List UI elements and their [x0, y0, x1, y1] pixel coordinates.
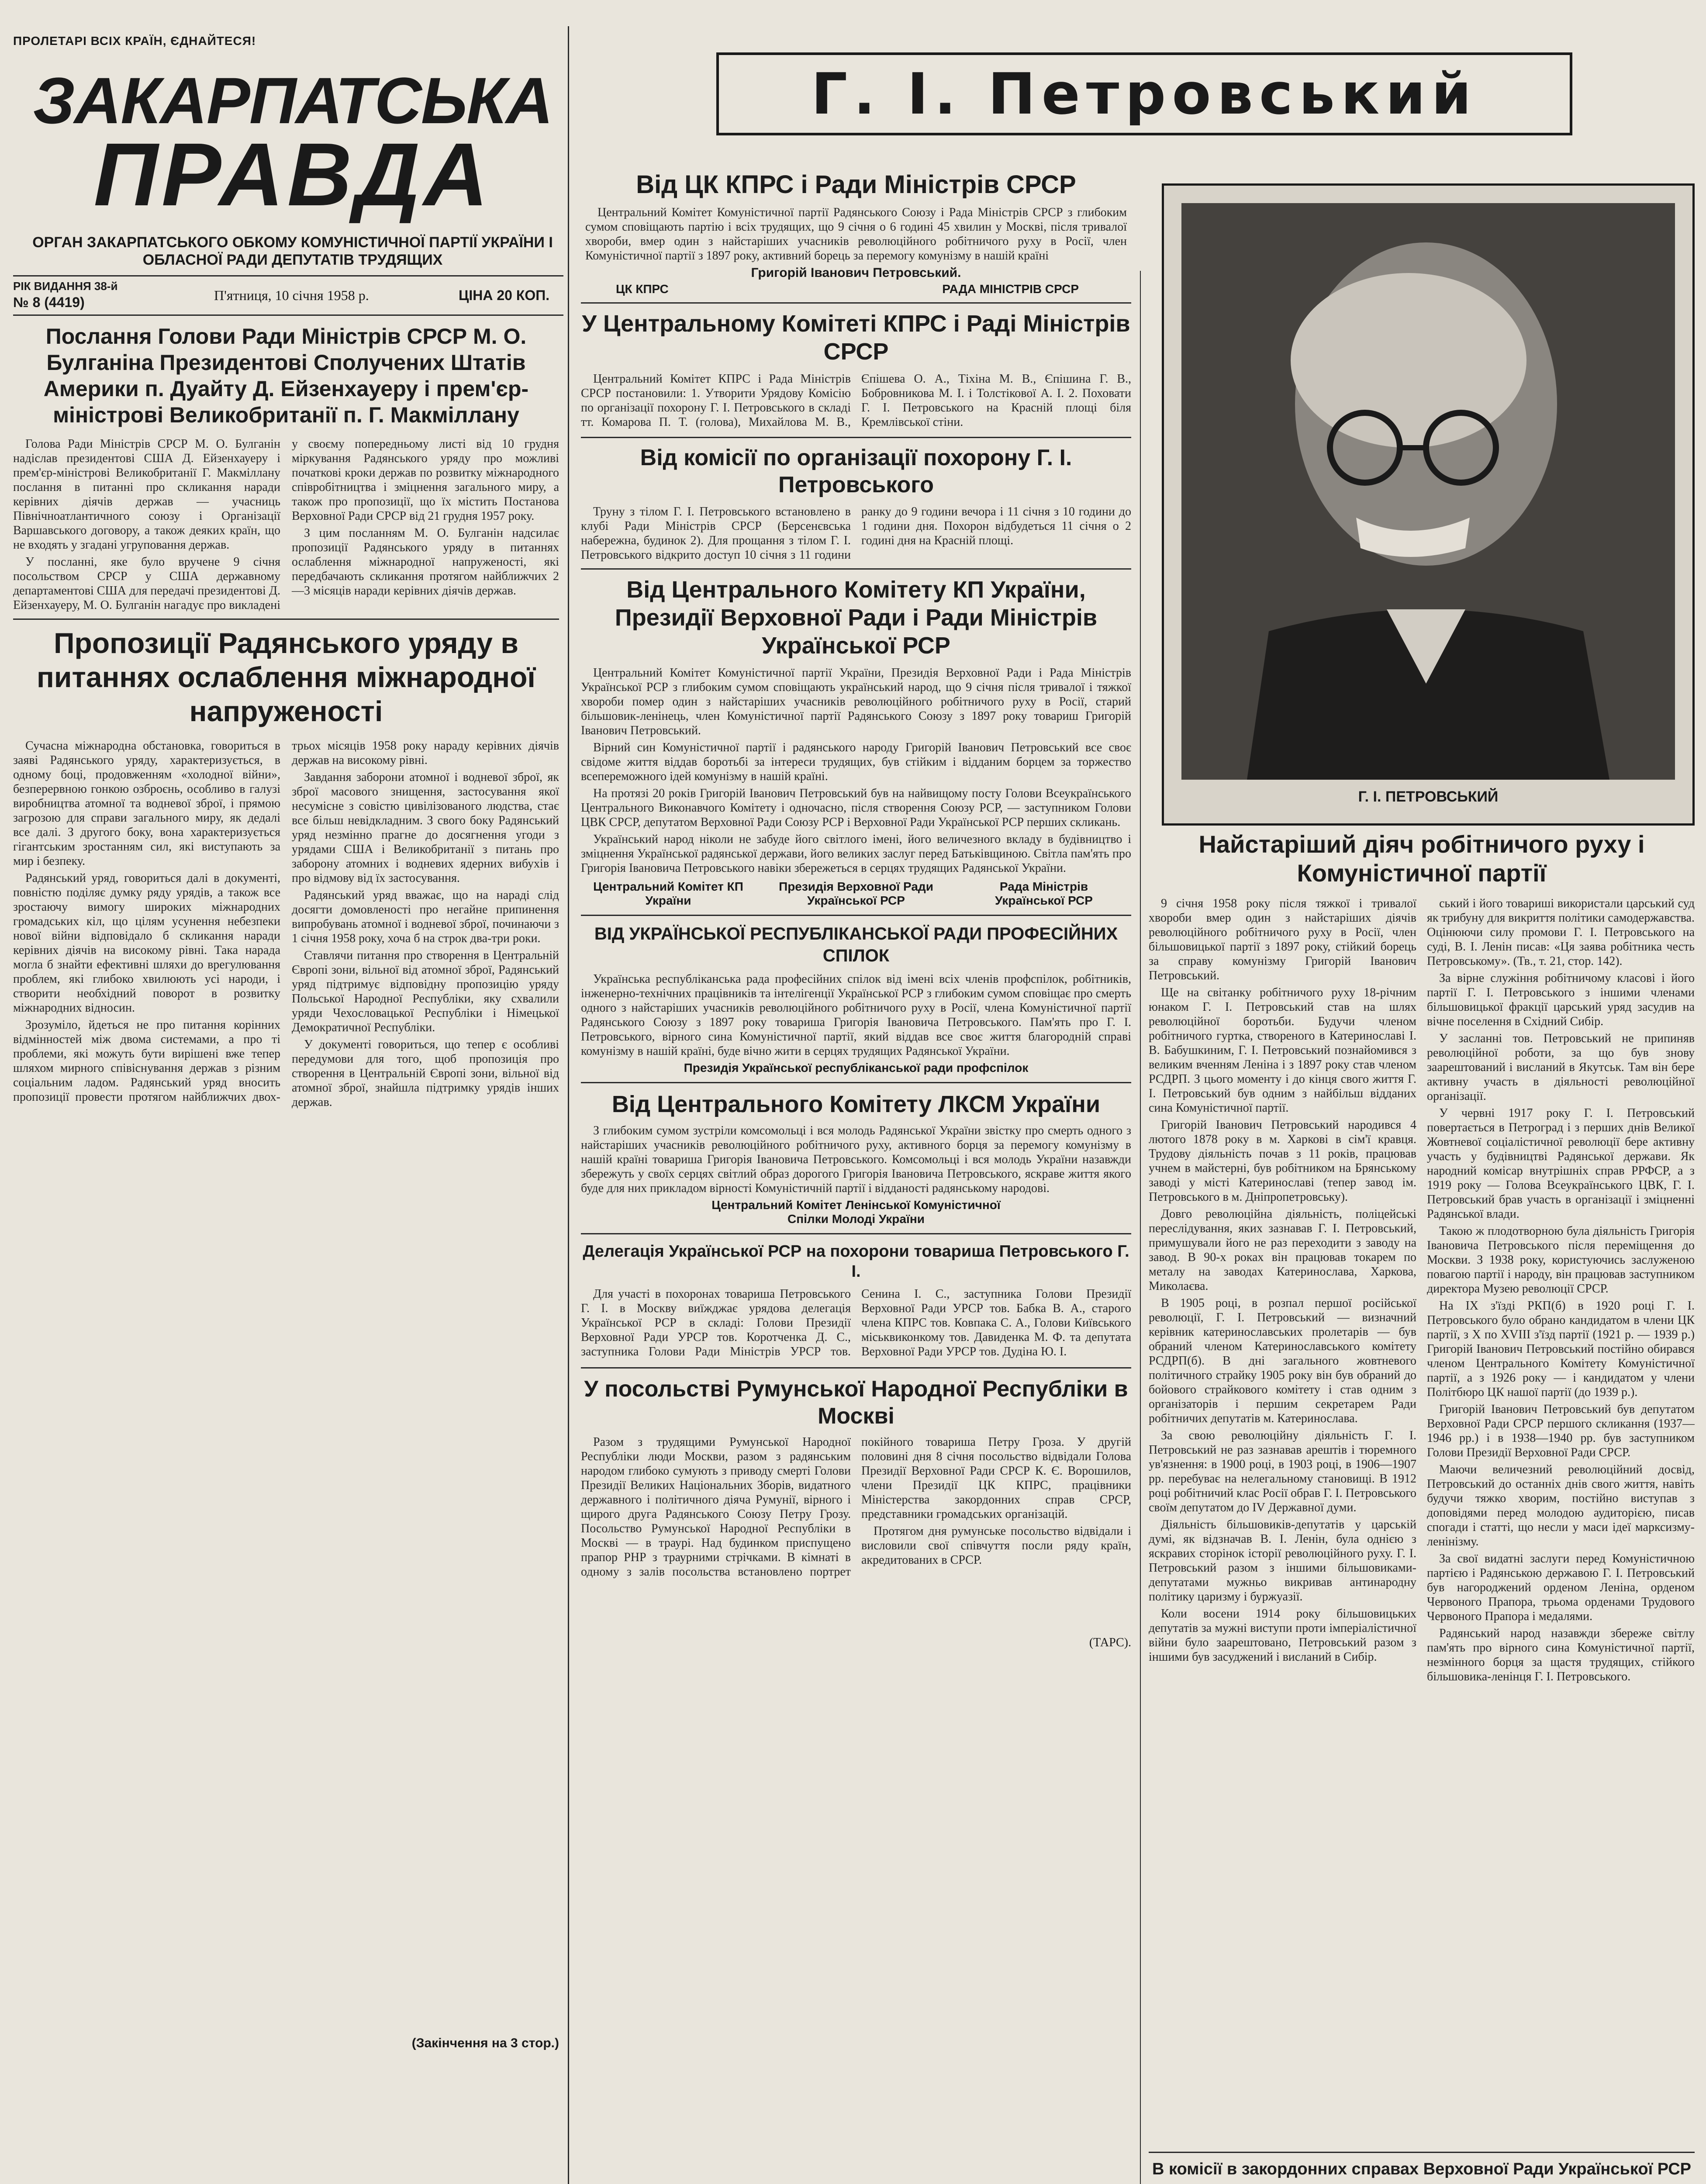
paragraph: Голова Ради Міністрів СРСР М. О. Булганін надіслав президентові США Д. Ейзенхауеру і прем'єр-міністрові Великобританії Г. Макміллану послання в питанні про скликання наради керівних діячів держав — учасниць Північноатлантичного союзу і Організації Варшавського договору, а також деяких країн, що не входять у згадані угруповання держав. — [13, 437, 280, 552]
paragraph: Центральний Комітет КПРС і Рада Міністрів СРСР постановили: 1. Утворити Урядову Комісію по організації похорону Г. І. Петровського в складі тт. Комарова П. Т. (голова), Михайлова М. В., Єпішева О. А., Тіхіна М. В., Єпішина Г. В., Бобровникова М. І. і Толстікової А. І. 2. Поховати Г. І. Петровського на Красній площі біля Кремлівської стіни. — [581, 372, 1131, 429]
paragraph: У посланні, яке було вручене 9 січня посольством СРСР у США державному департаментові США для передачі президентові Д. Ейзенхауеру, М. О. Булганін нагадує про викладені у своєму попередньому листі від 10 грудня міркування Радянського уряду про можливі початкові кроки держав по розвитку міжнародного співробітництва і зміцнення загального миру, а також про пропозиції, що їх містить Постанова Верховної Ради СРСР від 21 грудня 1957 року. — [13, 437, 559, 612]
signature-trade-unions: Президія Української республіканської ради профспілок — [684, 1061, 1029, 1075]
paragraph: Радянський уряд вважає, що на нараді слід досягти домовленості про негайне припинення випробувань атомної і водневої зброї, починаючи з 1 січня 1958 року, хоча б на строк два-три роки. — [292, 888, 559, 945]
paragraph: У засланні тов. Петровський не припиняв революційної роботи, за що був знову заарештований і висланий в Якутськ. Там він бере активну участь в діяльності революційної організації. — [1427, 1032, 1695, 1103]
headline-proposals: Пропозиції Радянського уряду в питаннях ослаблення міжнародної напруженості — [37, 627, 535, 727]
paragraph: Зрозуміло, йдеться не про питання корінних відмінностей між двома системами, а про ті проблеми, які можуть бути вирішені вже тепер шляхом мирного співіснування держав з різним соціальним ладом. Радянський уряд вносить пропозиції провести протягом найближчих двох-трьох місяців 1958 року нараду керівних діячів держав на високому рівні. — [13, 739, 559, 1104]
deceased-name: Григорій Іванович Петровський. — [751, 266, 961, 280]
headline-ukraine-cc: Від Центрального Комітету КП України, Президії Верховної Ради і Ради Міністрів Української РСР — [615, 577, 1098, 659]
paragraph: У червні 1917 року Г. І. Петровський повертається в Петроград і з перших днів Великої Жовтневої соціалістичної революції бере активну участь у будівництві Радянської держави. Як народний комісар внутрішніх справ РРФСР, а з 1919 року — Голова Всеукраїнського ЦВК, Г. І. Петровський брав участь в організації і зміцненні Радянської влади. — [1427, 1106, 1695, 1221]
paragraph: Труну з тілом Г. І. Петровського встановлено в клубі Ради Міністрів СРСР (Берсенєвська набережна, будинок 2). Для прощання з тілом Г. І. Петровського відкрито доступ 10 січня з 11 години ранку до 9 години вечора і 11 січня з 10 години до 1 години дня. Похорон відбудеться 11 січня о 2 годині дня на Красній площі. — [581, 505, 1131, 562]
banner-title: Г. І. Петровський — [811, 61, 1478, 127]
portrait-image — [1181, 203, 1675, 780]
headline-oldest-figure: Найстаріший діяч робітничого руху і Комуністичної партії — [1198, 830, 1645, 887]
paragraph: За вірне служіння робітничому класові і його партії Г. І. Петровського з іншими членами більшовицької фракції царський уряд засудив на вічне поселення в Східний Сибір. — [1427, 971, 1695, 1028]
paragraph: Завдання заборони атомної і водневої зброї, як зброї масового знищення, застосування якої несумісне з совістю цивілізованого людства, стає все більш невідкладним. З свого боку Радянський уряд незмінно прагне до досягнення угоди з урядами США і Великобританії з питань про заборону атомних і водневих ядерних вибухів і про відмову від їх застосування. — [292, 771, 559, 885]
paragraph: Сучасна міжнародна обстановка, говориться в заяві Радянського уряду, характеризується, в одному боці, продовженням «холодної війни», безперервною гонкою озброєнь, особливо в галузі виробництва атомної та водневої зброї, і прямою загрозою для справи загального миру, як дедалі все далі. З другого боку, вона характеризується гігантським зростанням сил, які виступають за мир і безпеку. — [13, 739, 280, 868]
paragraph: Такою ж плодотворною була діяльність Григорія Івановича Петровського після переміщення до Москви. З 1938 року, користуючись заслуженою повагою партії і народу, він працював заступником директора Музею революції СРСР. — [1427, 1224, 1695, 1296]
slogan: ПРОЛЕТАРІ ВСІХ КРАЇН, ЄДНАЙТЕСЯ! — [13, 34, 256, 48]
paragraph: Центральний Комітет Комуністичної партії України, Президія Верховної Ради і Рада Міністрів Української РСР з глибоким сумом сповіщають український народ, що 9 січня після тривалої і тяжкої хвороби помер один з найстаріших учасників революційного робітничого руху в Росії, старий більшовик-ленінець, член Комуністичної партії Радянського Союзу з 1897 року товариш Григорій Іванович Петровський. — [581, 666, 1131, 737]
headline-cpsu: Від ЦК КПРС і Ради Міністрів СРСР — [636, 170, 1076, 199]
headline-komsomol: Від Центрального Комітету ЛКСМ України — [611, 1091, 1101, 1117]
issue-date: П'ятниця, 10 січня 1958 р. — [214, 287, 369, 303]
paragraph: За свої видатні заслуги перед Комуністичною партією і Радянською державою Г. І. Петровський був нагороджений орденом Леніна, орденом Червоного Прапора, трьома орденами Трудового Червоного Прапора і медалями. — [1427, 1552, 1695, 1623]
signature-ministers: Рада Міністрів Української РСР — [995, 880, 1093, 907]
paragraph: На IX з'їзді РКП(б) в 1920 році Г. І. Петровського було обрано кандидатом в члени ЦК партії, з X по XVIII з'їзд партії (1921 р. — 1939 р.) Григорій Іванович Петровський постійно обирався членом Центрального Комітету Комуністичної партії, а з 1926 року — і кандидатом у члени Політбюро ЦК нашої партії (до 1939 р.). — [1427, 1299, 1695, 1399]
signature-presidium: Президія Верховної Ради Української РСР — [779, 880, 933, 907]
paragraph: На протязі 20 років Григорій Іванович Петровський був на найвищому посту Голови Всеукраїнського Центрального Виконавчого Комітету і одночасно, після створення Союзу РСР, — заступником Голови ЦВК СРСР, депутатом Верховної Ради Союзу РСР і Верховної Ради Української РСР перших скликань. — [581, 787, 1131, 829]
signature-kpu: Центральний Комітет КП України — [593, 880, 743, 907]
portrait-caption: Г. І. ПЕТРОВСЬКИЙ — [1358, 788, 1499, 805]
continuation-note: (Закінчення на 3 стор.) — [411, 2036, 559, 2050]
paragraph: 9 січня 1958 року після тяжкої і тривалої хвороби вмер один з найстаріших діячів революційного робітничого руху в Росії, член більшовицької партії з 1897 року, стійкий борець за справу комунізму Григорій Іванович Петровський. — [1149, 897, 1416, 982]
paragraph: Довго революційна діяльність, поліцейські переслідування, яких зазнавав Г. І. Петровський, примушували його не раз переходити з заводу на завод. В 90-х роках він працював токарем по металу на заводах Катеринослава, Харкова, Миколаєва. — [1149, 1207, 1416, 1293]
column-1 — [13, 323, 559, 2051]
paragraph: Центральний Комітет Комуністичної партії Радянського Союзу і Рада Міністрів СРСР з глибоким сумом сповіщають партію і всіх трудящих, що 9 січня о 6 годині 45 хвилин у Москві, після тривалої хвороби, вмер один з найстаріших учасників революційного робітничого руху в Росії, член Комуністичної партії з 1897 року, активний борець за перемогу комунізму в нашій країні — [585, 206, 1127, 263]
signature-cpsu: ЦК КПРС — [616, 282, 669, 296]
headline-foreign-affairs-commission: В комісії в закордонних справах Верховної Ради Української РСР — [1152, 2160, 1691, 2178]
paragraph: Українська республіканська рада професійних спілок від імені всіх членів профспілок, робітників, інженерно-технічних працівників та інтелігенції Української РСР з глибоким сумом сповіщає про смерть одного з найстаріших учасників революційного робітничого руху в Росії, члена Комуністичної партії Радянського Союзу з 1897 року товариша Григорія Івановича Петровського. Пам'ять про Г. І. Петровського, вірного сина Комуністичної партії, який віддав все своє життя благородній справі комунізму в нашій країні, буде вічно жити в серцях трудящих Радянської України. — [581, 972, 1131, 1058]
paragraph: Григорій Іванович Петровський був депутатом Верховної Ради СРСР першого скликання (1937—1946 рр.) і в 1938—1940 рр. був заступником Голови Президії Верховної Ради СРСР. — [1427, 1403, 1695, 1459]
paragraph: У документі говориться, що тепер є особливі передумови для того, щоб пропозиція про створення в Центральній Європі зони, вільної від атомної зброї, знайшла підтримку урядів інших держав. — [292, 1038, 559, 1109]
paragraph: Радянський уряд, говориться далі в документі, повністю поділяє думку ряду урядів, а також все зростаючу вимогу широких міжнародних громадських кіл, що цілям усунення небезпеки нової війни відповідало б скликання наради керівних діячів на високому рівні. Така нарада могла б знайти ефективні шляхи до врегулювання проблем, які глибоко хвилюють усі народи, і створити необхідний поворот в розвитку міжнародних відносин. — [13, 871, 280, 1015]
headline-trade-unions: ВІД УКРАЇНСЬКОЇ РЕСПУБЛІКАНСЬКОЇ РАДИ ПРОФЕСІЙНИХ СПІЛОК — [594, 924, 1118, 965]
paragraph: Вірний син Комуністичної партії і радянського народу Григорій Іванович Петровський все своє свідоме життя віддав боротьбі за інтереси трудящих, був стійким і відданим борцем за торжество всепереможного ідей комунізму в нашій країні. — [581, 741, 1131, 783]
paragraph: Ставлячи питання про створення в Центральній Європі зони, вільної від атомної зброї, Радянський уряд підтримує відповідну пропозицію уряду Польської Народної Республіки, яку схвалили уряди Чехословацької Республіки і Німецької Демократичної Республіки. — [292, 949, 559, 1034]
paragraph: Радянський народ назавжди збереже світлу пам'ять про вірного сина Комуністичної партії, незмінного борця за щастя трудящих, стійкого більшовика-ленінця Г. І. Петровського. — [1427, 1627, 1695, 1683]
headline-funeral-commission: Від комісії по організації похорону Г. І. Петровського — [640, 445, 1072, 498]
issue-number: № 8 (4419) — [13, 294, 85, 310]
paragraph: Григорій Іванович Петровський народився 4 лютого 1878 року в м. Харкові в сім'ї кравця. Трудову діяльність почав з 11 років, працював учнем в майстерні, був робітником на Брянському заводі у місті Катеринославі (тепер завод ім. Петровського в м. Дніпропетровську). — [1149, 1118, 1416, 1204]
tass-credit: (ТАРС). — [1089, 1636, 1131, 1649]
paragraph: Разом з трудящими Румунської Народної Республіки люди Москви, разом з радянським народом глибоко сумують з приводу смерті Голови Президії Великих Національних Зборів, видатного державного і політичного діяча Румунії, вірного і щирого друга Радянського Союзу Петру Грозу. Посольство Румунської Народної Республіки в Москві — в траурі. Над будинком приспущено прапор РНР з траурними стрічками. В кімнаті в одному з залів посольства встановлено портрет покійного товариша Петру Гроза. У другій половині дня 8 січня посольство відвідали Голова Президії Верховної Ради СРСР К. Є. Ворошилов, члени Президії ЦК КПРС, працівники Міністерства закордонних справ СРСР, представники громадських організацій. — [581, 1435, 1131, 1579]
newspaper-title-2: ПРАВДА — [93, 124, 492, 225]
issue-year: РІК ВИДАННЯ 38-й — [13, 280, 118, 293]
issue-price: ЦІНА 20 КОП. — [459, 287, 550, 303]
masthead — [13, 26, 563, 349]
paragraph: Ще на світанку робітничого руху 18-річним юнаком Г. І. Петровський став на шлях революційної боротьби. Будучи членом робітничого гуртка, створеного в Катеринославі І. В. Бабушкиним, Г. І. Петровський познайомився з великим вченням Леніна і з 1897 року став членом РСДРП. З цього моменту і до кінця свого життя Г. І. Петровський був одним з найбільш відданих сина Комуністичної партії. — [1149, 986, 1416, 1115]
banner — [716, 52, 1572, 135]
headline-central-committee: У Центральному Комітеті КПРС і Раді Міністрів СРСР — [582, 311, 1130, 365]
column-2 — [581, 170, 1131, 1650]
paragraph: З цим посланням М. О. Булганін надсилає пропозиції Радянського уряду в питаннях ослаблення міжнародної напруженості, які передбачають скликання протягом найближчих 2—3 місяців наради керівних діячів держав. — [292, 526, 559, 598]
masthead-subtitle: ОРГАН ЗАКАРПАТСЬКОГО ОБКОМУ КОМУНІСТИЧНОЇ ПАРТІЇ УКРАЇНИ І ОБЛАСНОЇ РАДИ ДЕПУТАТІВ ТРУДЯЩИХ — [32, 234, 553, 268]
paragraph: Діяльність більшовиків-депутатів у царській думі, як відзначав В. І. Ленін, була однією з яскравих сторінок історії революційного руху. Г. І. Петровський разом з іншими більшовиками-депутатами мужньо викривав антинародну політику царизму і буржуазії. — [1149, 1518, 1416, 1603]
paragraph: ський і його товариші використали царський суд як трибуну для викриття політики самодержавства. Оцінюючи силу промови Г. І. Петровського на суді, В. І. Ленін писав: «Ця заява робітника честь Петровському». (Тв., т. 21, стор. 142). — [1427, 897, 1695, 968]
headline-delegation: Делегація Української РСР на похорони товариша Петровського Г. І. — [583, 1242, 1129, 1281]
paragraph: Український народ ніколи не забуде його світлого імені, його величезного вкладу в будівництво і зміцнення Української радянської держави, його великих заслуг перед Батьківщиною. Світла пам'ять про Григорія Івановича Петровського навіки збережеться в серцях трудящих Радянської України. — [581, 833, 1131, 875]
signature-council: РАДА МІНІСТРІВ СРСР — [942, 282, 1079, 296]
paragraph: Маючи величезний революційний досвід, Петровський до останніх днів свого життя, навіть будучи тяжко хворим, постійно виступав з доповідями перед молодою аудиторією, писав спогади і статті, що несли у маси ідеї марксизму-ленінізму. — [1427, 1463, 1695, 1548]
paragraph: В 1905 році, в розпал першої російської революції, Г. І. Петровський — визначний керівник катеринославських пролетарів — був обраний членом Катеринославського комітету РСДРП(б). В дні загального жовтневого політичного страйку 1905 року він був обраний до бойового страйкового комітету і став одним з організаторів і першим секретарем Ради робітничих депутатів м. Катеринослава. — [1149, 1296, 1416, 1425]
portrait-photo — [1181, 203, 1675, 780]
headline-romanian-embassy: У посольстві Румунської Народної Республіки в Москві — [584, 1376, 1128, 1429]
signature-komsomol: Центральний Комітет Ленінської Комуністичної Спілки Молоді України — [711, 1198, 1001, 1226]
paragraph: Коли восени 1914 року більшовицьких депутатів за мужні виступи проти імперіалістичної війни було заарештовано, Петровський разом з іншими був засуджений і висланий в Сибір. — [1149, 1607, 1416, 1664]
portrait-frame — [1162, 183, 1695, 826]
paragraph: За свою революційну діяльність Г. І. Петровський не раз зазнавав арештів і тюремного ув'язнення: в 1900 році, в 1903 році, в 1906—1907 рр. перебуває на нелегальному становищі. В 1912 році робітничий клас Росії обрав Г. І. Петровського своїм депутатом до IV Державної думи. — [1149, 1429, 1416, 1514]
paragraph: Для участі в похоронах товариша Петровського Г. І. в Москву виїжджає урядова делегація Української РСР в складі: Голови Президії Верховної Ради УРСР тов. Коротченка Д. С., заступника Голови Ради Міністрів УРСР тов. Сенина І. С., заступника Голови Президії Верховної Ради УРСР тов. Бабка В. А., старого члена КПРС тов. Ковпака С. А., Голови Київського міськвиконкому тов. Давиденка М. Ф. та депутата Верховної Ради УРСР тов. Дудіна Ю. І. — [581, 1287, 1131, 1358]
paragraph: Протягом дня румунське посольство відвідали і висловили свої співчуття посли ряду країн, акредитованих в СРСР. — [861, 1524, 1131, 1567]
newspaper-title: ЗАКАРПАТСЬКА — [33, 64, 553, 137]
column-3 — [1149, 830, 1695, 2184]
headline-bulganin-letters: Послання Голови Ради Міністрів СРСР М. О. Булганіна Президентові Сполучених Штатів Америки п. Дуайту Д. Ейзенхауеру і прем'єр-міністрові Великобританії п. Г. Макміллану — [43, 324, 529, 427]
paragraph: З глибоким сумом зустріли комсомольці і вся молодь Радянської України звістку про смерть одного з найстаріших учасників революційного робітничого руху, активного борця за перемогу комунізму в нашій країні товариша Григорія Івановича Петровського. Комсомольці і вся молодь України назавжди збережуть у своїх серцях світлий образ дорогого Григорія Івановича Петровського, яскраве життя якого буде для них прикладом вірності Комуністичній партії і відданості радянському народові. — [581, 1124, 1131, 1195]
